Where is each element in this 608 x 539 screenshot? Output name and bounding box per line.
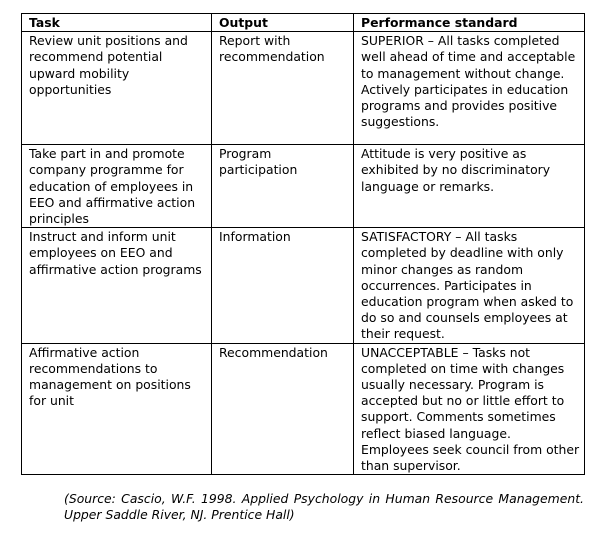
header-output: Output bbox=[212, 14, 354, 32]
task-cell: Affirmative action recommendations to management on positions for unit bbox=[22, 343, 212, 475]
output-cell: Program participation bbox=[212, 145, 354, 228]
standard-cell: SATISFACTORY – All tasks completed by deadline with only minor changes as random occurrences. Participates in education program when asked to do so and counsels employees at their request. bbox=[354, 228, 585, 343]
table-row bbox=[22, 145, 585, 228]
task-cell: Review unit positions and recommend potential upward mobility opportunities bbox=[22, 32, 212, 145]
table-row bbox=[22, 228, 585, 343]
output-cell: Recommendation bbox=[212, 343, 354, 475]
header-performance-standard: Performance standard bbox=[354, 14, 585, 32]
source-citation: (Source: Cascio, W.F. 1998. Applied Psychology in Human Resource Management. Upper Saddle River, NJ. Prentice Hall) bbox=[64, 491, 584, 523]
table-row bbox=[22, 32, 585, 145]
performance-standards-table bbox=[21, 13, 585, 475]
standard-cell: UNACCEPTABLE – Tasks not completed on time with changes usually necessary. Program is accepted but no or little effort to support. Comments sometimes reflect biased language. Employees seek council from other than supervisor. bbox=[354, 343, 585, 475]
standard-cell: SUPERIOR – All tasks completed well ahead of time and acceptable to management without change. Actively participates in education programs and provides positive suggestions. bbox=[354, 32, 585, 145]
output-cell: Information bbox=[212, 228, 354, 343]
output-cell: Report with recommendation bbox=[212, 32, 354, 145]
task-cell: Instruct and inform unit employees on EEO and affirmative action programs bbox=[22, 228, 212, 343]
table-header-row bbox=[22, 14, 585, 32]
header-task: Task bbox=[22, 14, 212, 32]
task-cell: Take part in and promote company programme for education of employees in EEO and affirmative action principles bbox=[22, 145, 212, 228]
standard-cell: Attitude is very positive as exhibited by no discriminatory language or remarks. bbox=[354, 145, 585, 228]
table-row bbox=[22, 343, 585, 475]
